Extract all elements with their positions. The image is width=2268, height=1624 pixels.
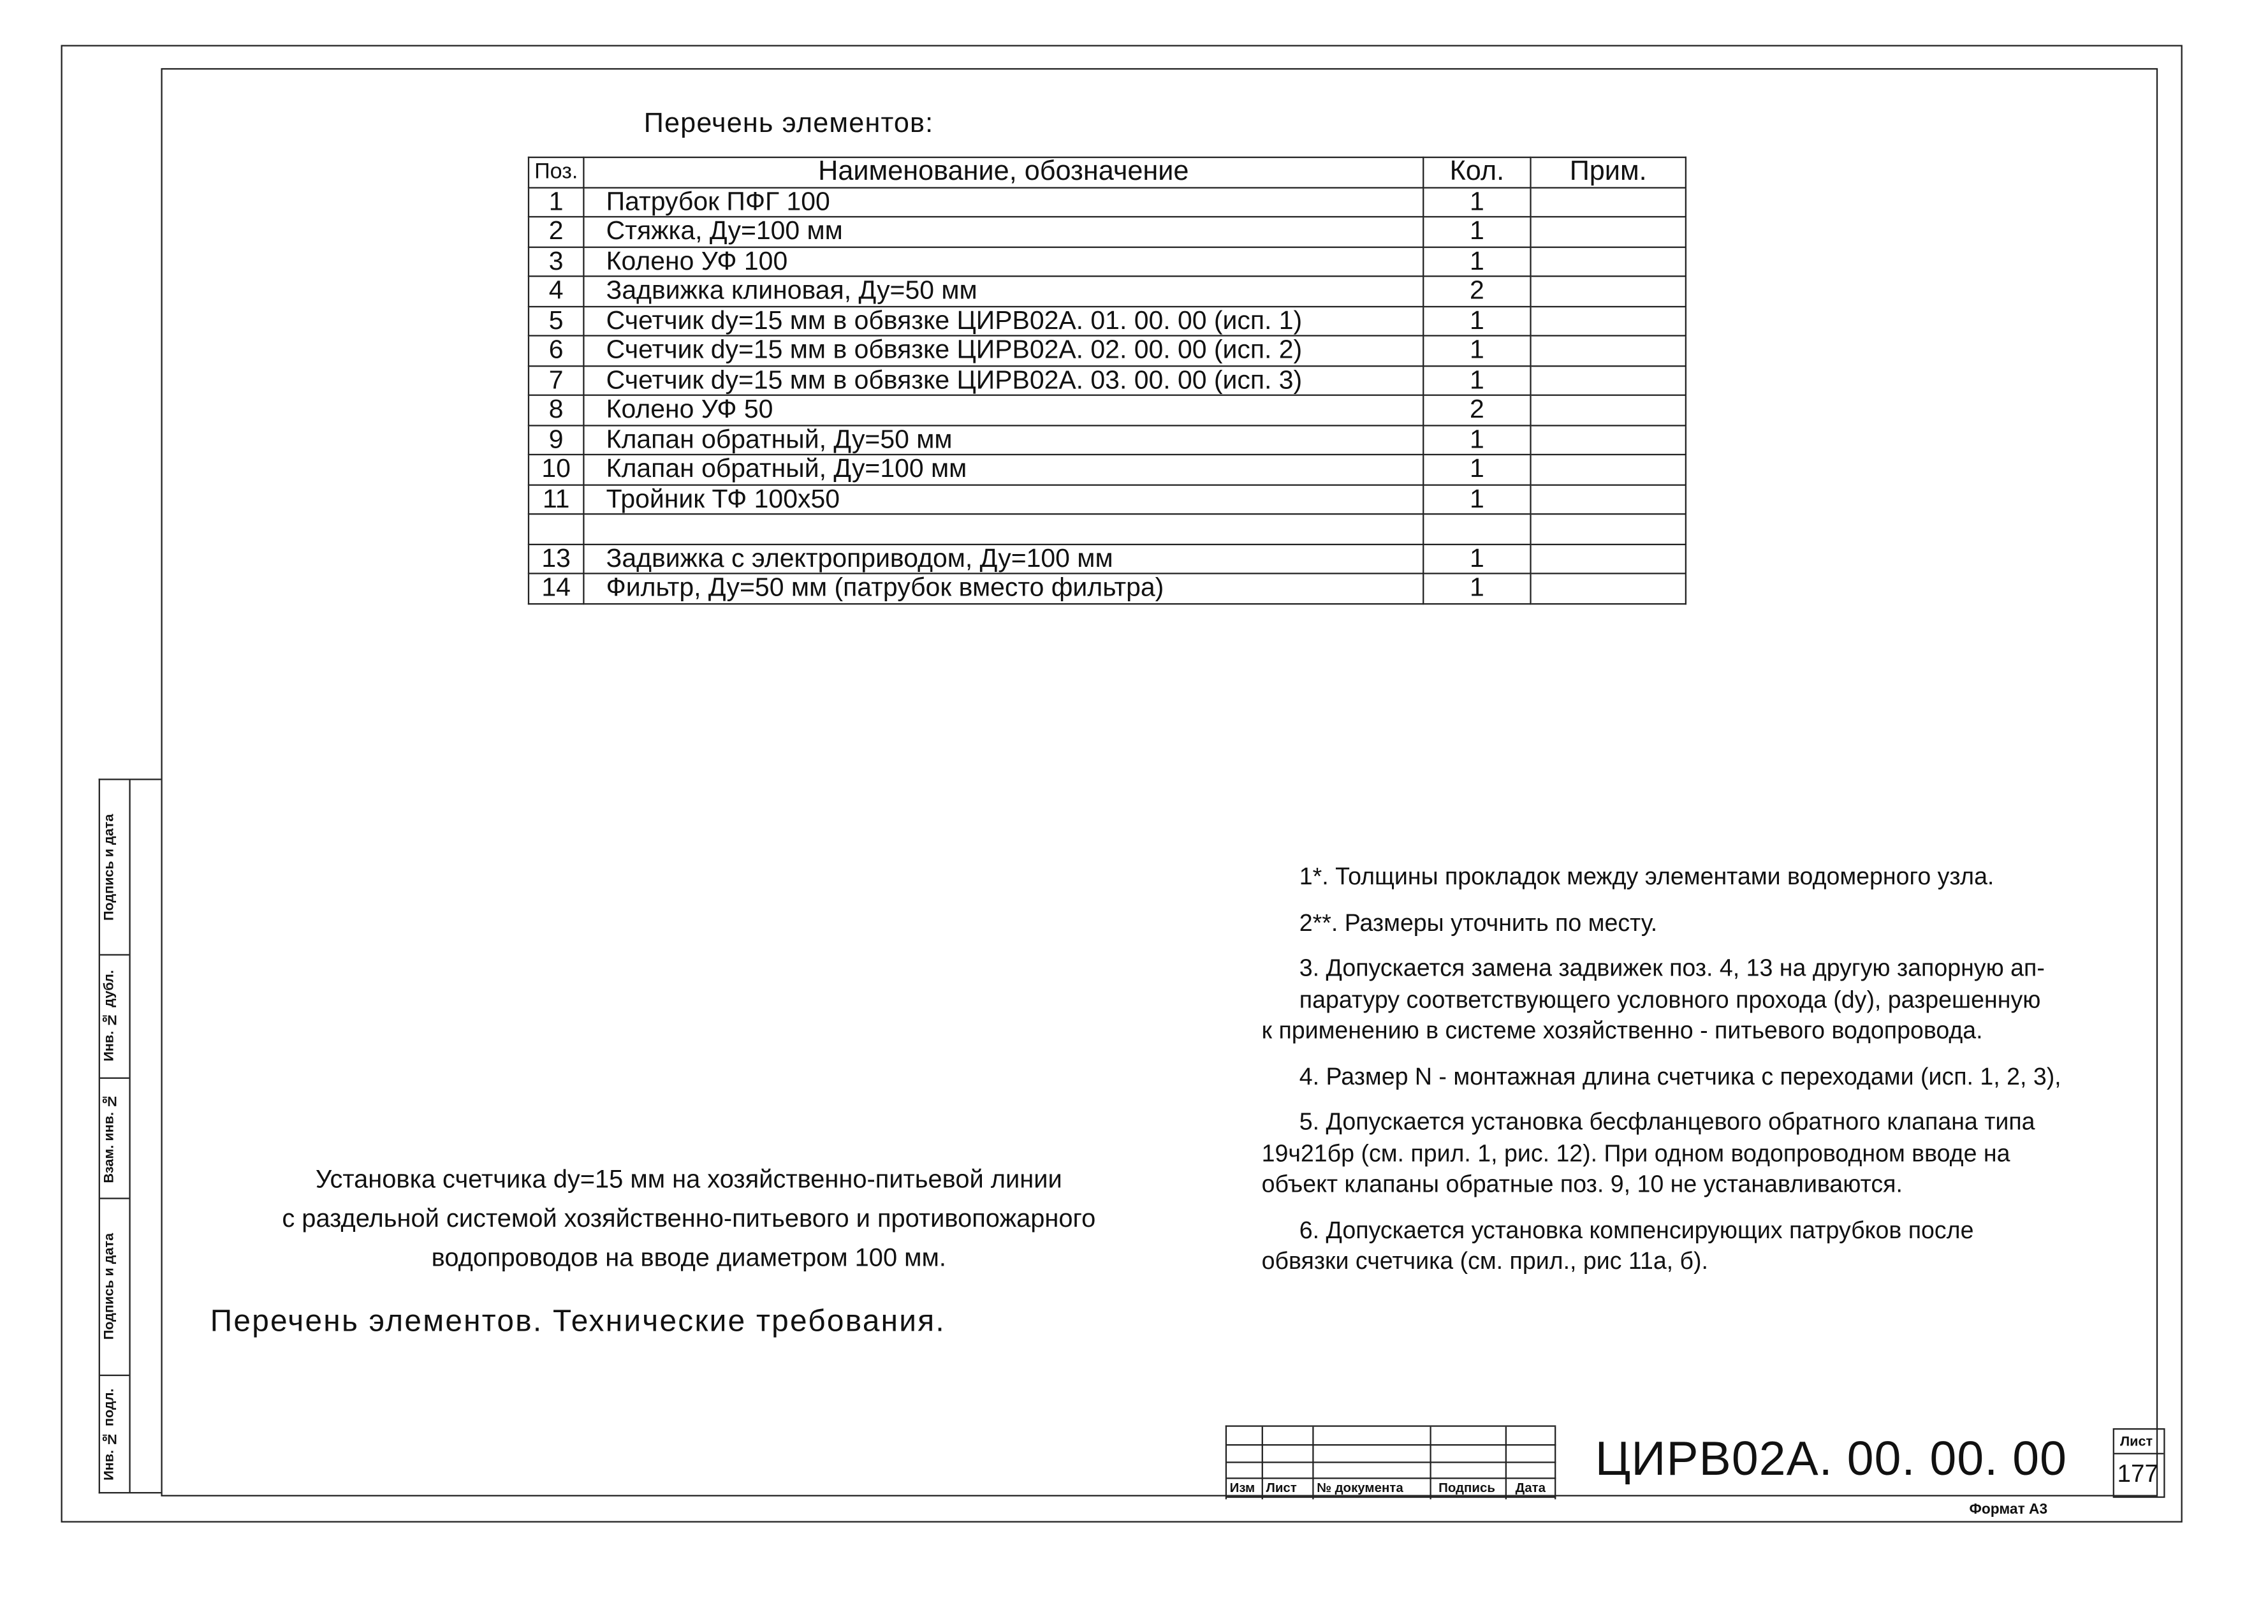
cell-pos: 6 <box>529 335 583 365</box>
cell-qty: 1 <box>1423 425 1530 455</box>
cell-pos: 13 <box>529 544 583 574</box>
table-row <box>529 485 1686 515</box>
tb-col-sign: Подпись <box>1438 1480 1495 1495</box>
caption-line-1: Установка счетчика dy=15 мм на хозяйственно-питьевой линии <box>315 1164 1062 1194</box>
cell-note <box>1531 514 1686 544</box>
note-2 <box>1262 909 2132 940</box>
table-row <box>529 187 1686 217</box>
cell-name: Задвижка клиновая, Ду=50 мм <box>583 276 1423 306</box>
note-3-line-3: к применению в системе хозяйственно - питьевого водопровода. <box>1261 1018 1983 1044</box>
cell-qty: 1 <box>1423 455 1530 485</box>
cell-pos <box>529 514 583 544</box>
technical-requirements <box>1262 863 2132 1292</box>
caption-line-3: водопроводов на вводе диаметром 100 мм. <box>431 1242 946 1272</box>
table-row <box>529 573 1686 603</box>
format-label: Формат А3 <box>1969 1502 2048 1518</box>
cell-qty <box>1423 514 1530 544</box>
side-sign-date-2: Подпись и дата <box>101 1233 118 1340</box>
cell-name: Счетчик dy=15 мм в обвязке ЦИРВ02А. 03. 00. 00 (исп. 3) <box>583 365 1423 395</box>
cell-qty: 2 <box>1423 395 1530 425</box>
note-3-line-2: паратуру соответствующего условного прохода (dy), разрешенную <box>1299 986 2041 1013</box>
header-qty: Кол. <box>1423 157 1530 187</box>
cell-note <box>1531 544 1686 574</box>
grid-line <box>1227 1461 1556 1463</box>
table-row <box>529 276 1686 306</box>
cell-pos: 4 <box>529 276 583 306</box>
side-orig-inv: Инв. № подл. <box>101 1387 118 1481</box>
sheet-subtitle: Перечень элементов. Технические требования. <box>210 1305 946 1338</box>
cell-pos: 11 <box>529 485 583 515</box>
tb-col-change: Изм <box>1229 1480 1255 1495</box>
table-row <box>529 544 1686 574</box>
cell-name: Клапан обратный, Ду=50 мм <box>583 425 1423 455</box>
side-sign-date-1: Подпись и дата <box>101 814 118 921</box>
side-stamp <box>99 779 161 1493</box>
cell-qty: 1 <box>1423 217 1530 247</box>
cell-qty: 1 <box>1423 247 1530 277</box>
cell-pos: 2 <box>529 217 583 247</box>
elements-table-header <box>529 157 1686 187</box>
sheet-number-box <box>2113 1428 2165 1498</box>
side-instead-inv: Взам. инв. № <box>101 1092 118 1183</box>
cell-note <box>1531 306 1686 336</box>
cell-name <box>583 514 1423 544</box>
cell-name: Стяжка, Ду=100 мм <box>583 217 1423 247</box>
cell-qty: 1 <box>1423 335 1530 365</box>
cell-pos: 10 <box>529 455 583 485</box>
cell-pos: 9 <box>529 425 583 455</box>
header-note: Прим. <box>1531 157 1686 187</box>
sheet-label: Лист <box>2120 1434 2153 1451</box>
table-row <box>529 335 1686 365</box>
sheet-box-divider <box>2114 1453 2163 1454</box>
header-name: Наименование, обозначение <box>583 157 1423 187</box>
note-3-line-1: 3. Допускается замена задвижек поз. 4, 13 на другую запорную ап- <box>1299 955 2045 982</box>
cell-name: Фильтр, Ду=50 мм (патрубок вместо фильтра) <box>583 573 1423 603</box>
cell-qty: 2 <box>1423 276 1530 306</box>
note-5-line-3: объект клапаны обратные поз. 9, 10 не устанавливаются. <box>1261 1171 1903 1198</box>
cell-note <box>1531 247 1686 277</box>
cell-qty: 1 <box>1423 365 1530 395</box>
cell-name: Колено УФ 100 <box>583 247 1423 277</box>
tb-col-sheet: Лист <box>1266 1480 1297 1495</box>
cell-note <box>1531 425 1686 455</box>
cell-note <box>1531 395 1686 425</box>
note-6 <box>1262 1216 2132 1278</box>
cell-qty: 1 <box>1423 485 1530 515</box>
note-3 <box>1262 954 2132 1048</box>
sheet-number: 177 <box>2117 1460 2159 1488</box>
cell-note <box>1531 573 1686 603</box>
cell-note <box>1531 365 1686 395</box>
note-5-line-1: 5. Допускается установка бесфланцевого обратного клапана типа <box>1299 1109 2035 1136</box>
cell-note <box>1531 335 1686 365</box>
cell-pos: 1 <box>529 187 583 217</box>
note-1 <box>1262 863 2132 894</box>
note-5-line-2: 19ч21бр (см. прил. 1, рис. 12). При одном водопроводном вводе на <box>1261 1140 2010 1167</box>
cell-note <box>1531 187 1686 217</box>
cell-pos: 14 <box>529 573 583 603</box>
cell-pos: 5 <box>529 306 583 336</box>
cell-name: Счетчик dy=15 мм в обвязке ЦИРВ02А. 01. 00. 00 (исп. 1) <box>583 306 1423 336</box>
note-5 <box>1262 1108 2132 1201</box>
elements-table <box>528 157 1686 604</box>
cell-pos: 3 <box>529 247 583 277</box>
cell-qty: 1 <box>1423 306 1530 336</box>
cell-name: Счетчик dy=15 мм в обвязке ЦИРВ02А. 02. 00. 00 (исп. 2) <box>583 335 1423 365</box>
elements-list-title: Перечень элементов: <box>643 108 934 140</box>
table-row <box>529 455 1686 485</box>
tb-col-doc: № документа <box>1317 1480 1403 1495</box>
table-row <box>529 306 1686 336</box>
table-row <box>529 217 1686 247</box>
cell-name: Тройник ТФ 100х50 <box>583 485 1423 515</box>
cell-name: Колено УФ 50 <box>583 395 1423 425</box>
grid-line <box>1227 1496 1556 1498</box>
cell-pos: 7 <box>529 365 583 395</box>
cell-pos: 8 <box>529 395 583 425</box>
cell-name: Задвижка с электроприводом, Ду=100 мм <box>583 544 1423 574</box>
cell-qty: 1 <box>1423 187 1530 217</box>
cell-qty: 1 <box>1423 544 1530 574</box>
table-row <box>529 247 1686 277</box>
cell-qty: 1 <box>1423 573 1530 603</box>
header-pos: Поз. <box>529 157 583 187</box>
table-row <box>529 395 1686 425</box>
tb-col-date: Дата <box>1515 1480 1546 1495</box>
note-2-text: 2**. Размеры уточнить по месту. <box>1299 909 1658 936</box>
cell-note <box>1531 217 1686 247</box>
note-1-text: 1*. Толщины прокладок между элементами водомерного узла. <box>1299 864 1994 891</box>
elements-table-body <box>529 187 1686 603</box>
title-block <box>1225 1425 2183 1498</box>
cell-note <box>1531 455 1686 485</box>
note-4 <box>1262 1062 2132 1094</box>
table-row <box>529 425 1686 455</box>
note-6-line-1: 6. Допускается установка компенсирующих патрубков после <box>1299 1217 1974 1244</box>
cell-note <box>1531 485 1686 515</box>
note-6-line-2: обвязки счетчика (см. прил., рис 11а, б). <box>1261 1248 1708 1275</box>
revision-grid <box>1225 1425 1556 1499</box>
grid-line <box>1227 1477 1556 1479</box>
drawing-caption <box>217 1160 1160 1277</box>
cell-note <box>1531 276 1686 306</box>
cell-name: Клапан обратный, Ду=100 мм <box>583 455 1423 485</box>
document-code: ЦИРВ02А. 00. 00. 00 <box>1595 1431 2068 1485</box>
caption-line-2: с раздельной системой хозяйственно-питьевого и противопожарного <box>282 1203 1096 1233</box>
table-row <box>529 365 1686 395</box>
grid-line <box>1227 1444 1556 1445</box>
note-4-text: 4. Размер N - монтажная длина счетчика с переходами (исп. 1, 2, 3), <box>1299 1064 2061 1090</box>
cell-name: Патрубок ПФГ 100 <box>583 187 1423 217</box>
table-row <box>529 514 1686 544</box>
side-dup-inv: Инв. № дубл. <box>101 970 118 1062</box>
side-stamp-divider <box>129 780 130 1492</box>
